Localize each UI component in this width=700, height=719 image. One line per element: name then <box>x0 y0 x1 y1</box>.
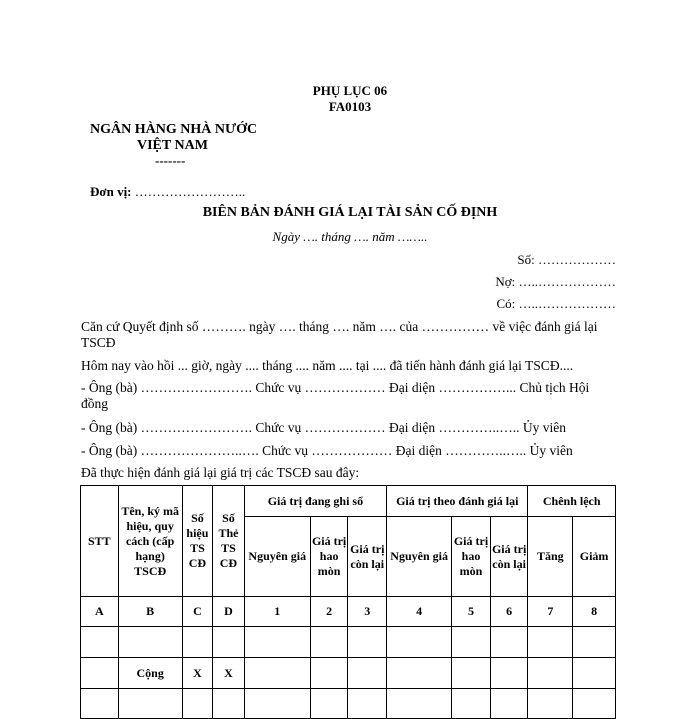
code-cell: B <box>118 597 182 627</box>
header-stt: STT <box>81 486 119 597</box>
table-cell <box>528 658 573 689</box>
body-line-basis-cont: TSCĐ <box>81 335 116 350</box>
table-cell <box>244 627 310 658</box>
table-cell <box>310 658 348 689</box>
x-mark: X <box>182 658 213 689</box>
header-asset-name: Tên, ký mã hiệu, quy cách (cấp hạng) TSCĐ <box>118 486 182 597</box>
table-cell <box>244 689 310 719</box>
x-mark: X <box>213 658 245 689</box>
header-original-cost: Nguyên giá <box>244 517 310 597</box>
body-line-time-place: Hôm nay vào hồi ... giờ, ngày .... tháng .... năm .... tại .... đã tiến hành đánh giá lại TSCĐ.... <box>81 358 574 373</box>
code-cell: D <box>213 597 245 627</box>
header-group-difference: Chênh lệch <box>528 486 616 517</box>
table-total-row <box>81 658 616 689</box>
form-code: FA0103 <box>328 99 372 114</box>
table-cell <box>310 689 348 719</box>
header-depreciation-revalued: Giá trị hao mòn <box>452 517 491 597</box>
table-cell <box>348 627 387 658</box>
revaluation-table <box>80 485 616 719</box>
header-group-book-value: Giá trị đang ghi sổ <box>244 486 386 517</box>
appendix-title: PHỤ LỤC 06 <box>312 83 388 98</box>
org-name-line2: VIỆT NAM <box>137 138 208 153</box>
credit-account: Có: …..……………… <box>496 296 616 311</box>
header-residual-revalued: Giá trị còn lại <box>490 517 528 597</box>
table-cell <box>490 627 528 658</box>
document-title: BIÊN BẢN ĐÁNH GIÁ LẠI TÀI SẢN CỐ ĐỊNH <box>202 205 498 220</box>
table-cell <box>573 627 616 658</box>
body-line-member-2: - Ông (bà) ……………………. Chức vụ ……………… Đại diện …………..….. Ủy viên <box>81 420 567 435</box>
table-cell <box>348 689 387 719</box>
table-cell <box>387 658 452 689</box>
body-line-member-3: - Ông (bà) …………………..…. Chức vụ ……………… Đại diện …………..….. Ủy viên <box>81 443 573 458</box>
document-number: Số: ……………… <box>517 252 616 267</box>
table-cell <box>573 658 616 689</box>
table-cell <box>310 627 348 658</box>
header-depreciation: Giá trị hao mòn <box>310 517 348 597</box>
table-cell <box>118 627 182 658</box>
code-cell: 4 <box>387 597 452 627</box>
table-cell <box>387 689 452 719</box>
table-cell <box>452 658 491 689</box>
total-label: Cộng <box>118 658 182 689</box>
code-cell: 3 <box>348 597 387 627</box>
table-cell <box>213 627 245 658</box>
table-header-row-1 <box>81 486 616 517</box>
table-cell <box>213 689 245 719</box>
unit-label: Đơn vị: <box>90 184 132 199</box>
table-row <box>81 689 616 719</box>
header-asset-code: Số hiệu TS CĐ <box>182 486 213 597</box>
body-line-member-chair-cont: đồng <box>81 396 108 411</box>
header-increase: Tăng <box>528 517 573 597</box>
debit-account: Nợ: …..……………… <box>495 274 616 289</box>
table-cell <box>573 689 616 719</box>
table-cell <box>81 658 119 689</box>
table-cell <box>452 627 491 658</box>
table-cell <box>452 689 491 719</box>
code-cell: C <box>182 597 213 627</box>
code-cell: 5 <box>452 597 491 627</box>
header-original-cost-revalued: Nguyên giá <box>387 517 452 597</box>
org-divider: ------- <box>155 153 186 168</box>
code-cell: 8 <box>573 597 616 627</box>
unit-value: …………………….. <box>131 184 246 199</box>
table-cell <box>528 689 573 719</box>
code-cell: 2 <box>310 597 348 627</box>
table-cell <box>244 658 310 689</box>
body-line-member-chair: - Ông (bà) ……………………. Chức vụ ……………… Đại diện ……………... Chủ tịch Hội <box>81 380 590 395</box>
table-row <box>81 627 616 658</box>
table-cell <box>182 627 213 658</box>
table-cell <box>528 627 573 658</box>
table-cell <box>348 658 387 689</box>
code-cell: 1 <box>244 597 310 627</box>
header-residual: Giá trị còn lại <box>348 517 387 597</box>
table-cell <box>81 627 119 658</box>
header-group-revalued: Giá trị theo đánh giá lại <box>387 486 528 517</box>
table-cell <box>387 627 452 658</box>
unit-line <box>90 184 245 200</box>
code-cell: 6 <box>490 597 528 627</box>
body-line-intro-table: Đã thực hiện đánh giá lại giá trị các TSCĐ sau đây: <box>81 465 360 480</box>
table-cell <box>118 689 182 719</box>
table-cell <box>182 689 213 719</box>
code-cell: A <box>81 597 119 627</box>
code-cell: 7 <box>528 597 573 627</box>
org-name-line1: NGÂN HÀNG NHÀ NƯỚC <box>90 122 258 137</box>
table-cell <box>490 689 528 719</box>
header-asset-card: Số Thẻ TS CĐ <box>213 486 245 597</box>
body-line-basis: Căn cứ Quyết định số ………. ngày …. tháng …. năm …. của …………… về việc đánh giá lại <box>81 319 598 334</box>
table-code-row <box>81 597 616 627</box>
document-date: Ngày …. tháng …. năm …….. <box>272 229 428 244</box>
header-decrease: Giảm <box>573 517 616 597</box>
table-cell <box>490 658 528 689</box>
table-cell <box>81 689 119 719</box>
